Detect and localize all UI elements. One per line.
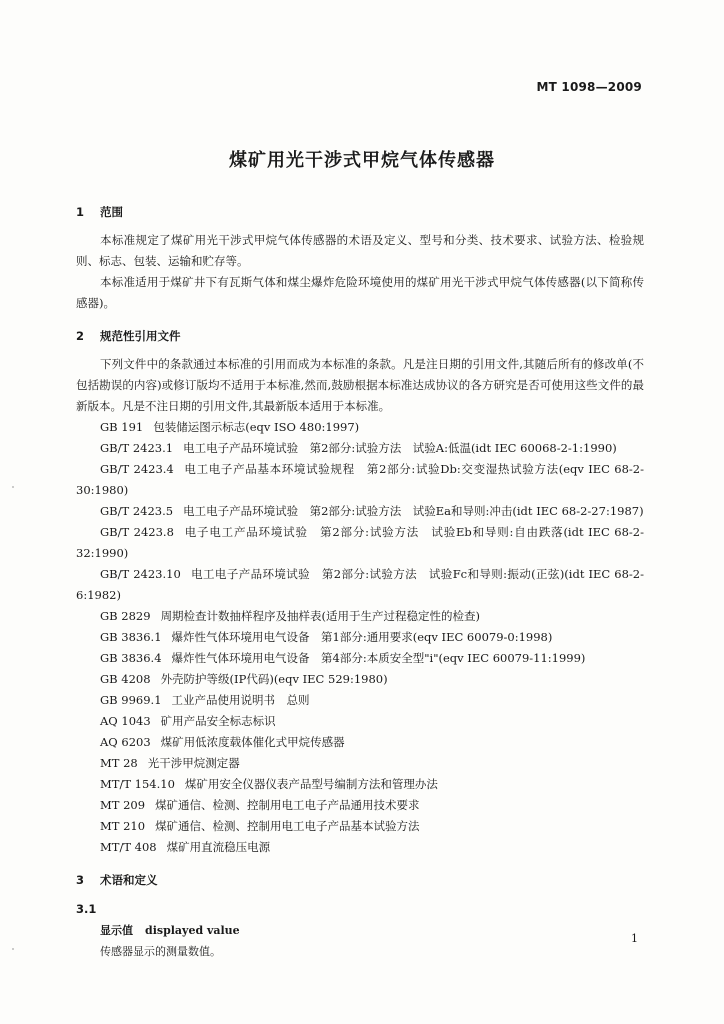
reference-code: GB/T 2423.8 xyxy=(100,525,174,539)
reference-title: 电子电工产品环境试验 第2部分:试验方法 试验Eb和导则:自由跌落(idt IEC 68-2-32:1990) xyxy=(76,525,644,560)
reference-code: GB 3836.4 xyxy=(100,651,162,665)
reference-item xyxy=(76,753,644,774)
reference-code: GB/T 2423.1 xyxy=(100,441,174,455)
reference-code: MT 209 xyxy=(100,798,146,812)
reference-title: 包装储运图示标志(eqv ISO 480:1997) xyxy=(153,420,360,434)
section-number: 2 xyxy=(76,329,85,343)
reference-item xyxy=(76,522,644,564)
section-title: 范围 xyxy=(100,205,123,219)
reference-item xyxy=(76,627,644,648)
term-chinese: 显示值 xyxy=(100,924,133,937)
document-body xyxy=(76,200,644,962)
reference-item xyxy=(76,417,644,438)
page-number: 1 xyxy=(631,932,638,945)
scan-speck xyxy=(12,486,14,488)
scope-paragraph: 本标准规定了煤矿用光干涉式甲烷气体传感器的术语及定义、型号和分类、技术要求、试验方法、检验规则、标志、包装、运输和贮存等。 xyxy=(76,233,644,268)
reference-code: GB 191 xyxy=(100,420,144,434)
scope-paragraph: 本标准适用于煤矿井下有瓦斯气体和煤尘爆炸危险环境使用的煤矿用光干涉式甲烷气体传感器(以下简称传感器)。 xyxy=(76,275,644,310)
reference-title: 煤矿通信、检测、控制用电工电子产品基本试验方法 xyxy=(155,819,420,833)
reference-title: 工业产品使用说明书 总则 xyxy=(171,693,310,707)
reference-code: GB/T 2423.4 xyxy=(100,462,174,476)
reference-item xyxy=(76,690,644,711)
section-heading-terms-definitions xyxy=(76,868,644,892)
reference-title: 电工电子产品环境试验 第2部分:试验方法 试验Fc和导则:振动(正弦)(idt IEC 68-2-6:1982) xyxy=(76,567,644,602)
reference-title: 电工电子产品基本环境试验规程 第2部分:试验Db:交变湿热试验方法(eqv IEC 68-2-30:1980) xyxy=(76,462,644,497)
reference-list xyxy=(76,417,644,858)
reference-item xyxy=(76,816,644,837)
section-title: 规范性引用文件 xyxy=(100,329,181,343)
reference-item xyxy=(76,564,644,606)
scan-speck xyxy=(12,948,14,950)
reference-code: MT/T 408 xyxy=(100,840,157,854)
reference-title: 爆炸性气体环境用电气设备 第1部分:通用要求(eqv IEC 60079-0:1998) xyxy=(171,630,553,644)
reference-code: GB 9969.1 xyxy=(100,693,162,707)
reference-item xyxy=(76,438,644,459)
reference-item xyxy=(76,501,644,522)
reference-item xyxy=(76,711,644,732)
reference-code: MT 28 xyxy=(100,756,138,770)
reference-title: 煤矿用低浓度载体催化式甲烷传感器 xyxy=(160,735,345,749)
reference-title: 电工电子产品环境试验 第2部分:试验方法 试验A:低温(idt IEC 60068-2-1:1990) xyxy=(183,441,617,455)
reference-item xyxy=(76,606,644,627)
document-title: 煤矿用光干涉式甲烷气体传感器 xyxy=(229,150,495,171)
references-intro: 下列文件中的条款通过本标准的引用而成为本标准的条款。凡是注日期的引用文件,其随后所有的修改单(不包括勘误的内容)或修订版均不适用于本标准,然而,鼓励根据本标准达成协议的各方研究是否可使用这些文件的最新版本。凡是不注日期的引用文件,其最新版本适用于本标准。 xyxy=(76,357,644,413)
reference-code: MT/T 154.10 xyxy=(100,777,175,791)
section-title: 术语和定义 xyxy=(100,873,158,887)
reference-code: GB 2829 xyxy=(100,609,151,623)
reference-item xyxy=(76,837,644,858)
reference-title: 光干涉甲烷测定器 xyxy=(147,756,240,770)
term-english: displayed value xyxy=(145,924,240,937)
reference-item xyxy=(76,732,644,753)
reference-item xyxy=(76,774,644,795)
term-number: 3.1 xyxy=(76,902,97,916)
section-number: 3 xyxy=(76,873,85,887)
section-heading-scope xyxy=(76,200,644,224)
reference-code: AQ 1043 xyxy=(100,714,151,728)
reference-code: MT 210 xyxy=(100,819,146,833)
term-definition: 传感器显示的测量数值。 xyxy=(100,945,221,958)
reference-title: 电工电子产品环境试验 第2部分:试验方法 试验Ea和导则:冲击(idt IEC 68-2-27:1987) xyxy=(183,504,644,518)
reference-title: 周期检查计数抽样程序及抽样表(适用于生产过程稳定性的检查) xyxy=(160,609,481,623)
section-heading-normative-references xyxy=(76,324,644,348)
reference-title: 煤矿用安全仪器仪表产品型号编制方法和管理办法 xyxy=(184,777,438,791)
section-number: 1 xyxy=(76,205,85,219)
reference-item xyxy=(76,795,644,816)
standard-number: MT 1098—2009 xyxy=(536,80,642,94)
reference-code: AQ 6203 xyxy=(100,735,151,749)
reference-title: 外壳防护等级(IP代码)(eqv IEC 529:1980) xyxy=(160,672,388,686)
reference-title: 煤矿用直流稳压电源 xyxy=(166,840,271,854)
reference-code: GB/T 2423.10 xyxy=(100,567,181,581)
reference-title: 矿用产品安全标志标识 xyxy=(160,714,276,728)
term-entry xyxy=(76,920,644,941)
reference-code: GB 4208 xyxy=(100,672,151,686)
reference-title: 爆炸性气体环境用电气设备 第4部分:本质安全型"i"(eqv IEC 60079-11:1999) xyxy=(171,651,586,665)
reference-item xyxy=(76,669,644,690)
reference-code: GB 3836.1 xyxy=(100,630,162,644)
reference-code: GB/T 2423.5 xyxy=(100,504,174,518)
reference-title: 煤矿通信、检测、控制用电工电子产品通用技术要求 xyxy=(155,798,420,812)
reference-item xyxy=(76,459,644,501)
reference-item xyxy=(76,648,644,669)
